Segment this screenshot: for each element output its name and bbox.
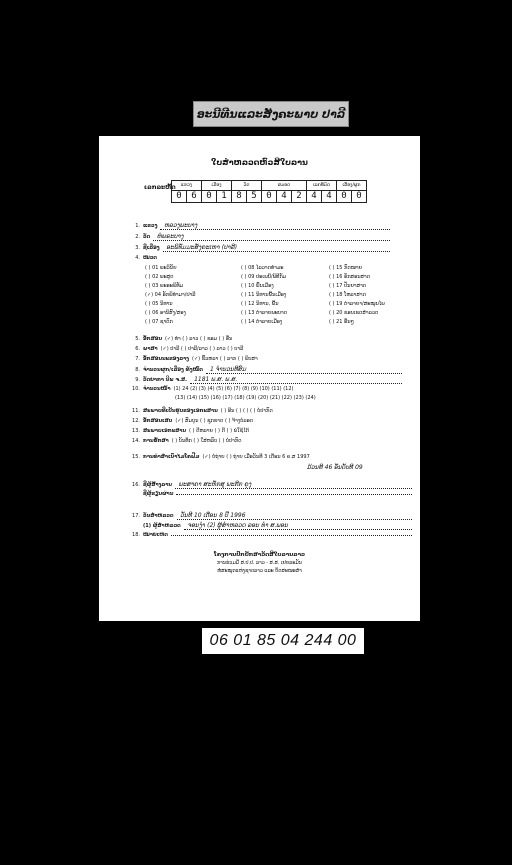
field-value: ອະພິທັມມະສັງຄະເຫາ (ປາລີ) [163,244,390,252]
field-number: 8. [135,367,140,373]
subject-option[interactable]: ( ) 07 ຊາດົກ [145,319,173,325]
field-material [132,356,402,362]
code-digit: 8 [232,191,247,203]
field-label: ຊື່ຜູ້ສ້າງລານ [143,482,172,488]
field-number: 16. [132,482,140,488]
subject-option[interactable]: ( ) 21 ອື່ນໆ [329,319,354,325]
field-language [132,346,402,352]
code-header: ແຂວງ [172,181,202,191]
field-label: ອັກສອນ [143,336,162,342]
field-options[interactable]: (✓) ບໍ່ຖ່າຍ ( ) ຖ່າຍ ເມື່ອວັນທີ 3 ເດືອນ 6 ຄ.ສ 1997 [202,454,310,460]
field-11 [132,408,412,414]
field-label: ຈຳນວນຜູກ/ເລື່ອງ ທັງໝົດ [143,367,203,373]
code-digit: 1 [217,191,232,203]
subject-option[interactable]: ( ) 14 ຕຳລາຍເມືອງ [241,319,283,325]
field-date [132,376,402,384]
field-number: 18. [132,532,140,538]
field-number: 2. [135,234,140,240]
field-17 [132,512,412,520]
field-label: ວັດຍາກາ ນີພ ຈ.ສ. [143,377,188,383]
subject-column-2 [241,265,287,325]
manuscript-number: 06 01 85 04 244 00 [202,628,364,654]
field-label: ວັດ [143,234,151,240]
field-number: 12. [132,418,140,424]
field-number: 15. [132,454,140,460]
field-value: ວັນທີ 10 ເດືອນ 8 ປີ 1996 [177,512,413,520]
subject-option[interactable]: ( ) 20 ຂອບເຂດສຳລວດ [329,310,379,316]
code-digit: 0 [202,191,217,203]
footer-line: ການຮ່ວມມື ສ.ປ.ປ. ລາວ - ສ.ສ. ເຢຍລະມັນ [217,560,302,566]
subject-option[interactable]: ( ) 15 ກົດໝາຍ [329,265,363,271]
field-label: ຊື່ເລື່ອງ [143,245,160,251]
field-14 [132,438,412,444]
field-value: (1) 24 (2) (3) (4) (5) (6) (7) (8) (9) (10) (11) (12) [173,386,294,392]
field-16 [132,481,412,489]
field-12 [132,418,412,424]
code-header: ສມອດ [262,181,307,191]
code-header: ເມືອງ [202,181,232,191]
field-13 [132,428,412,434]
subject-column-3 [329,265,385,325]
subject-option[interactable]: ( ) 02 ພະສູດ [145,274,174,280]
code-table [171,180,367,203]
field-value: (13) (14) (15) (16) (17) (18) (19) (20) (21) (22) (23) (24) [175,395,316,401]
field-value: 1 ຈຳນວນທີສົມ [206,366,402,374]
survey-form-sheet [99,136,420,621]
code-digit: 0 [352,191,367,203]
field-options[interactable]: ( ) ດີຫລາຍ ( ) ດີ ( ) ພໍໃຊ້ໄດ້ [189,428,249,434]
form-footer [99,551,420,575]
field-label: ການຮັກສາ [143,438,169,444]
field-options[interactable]: ( ) ບັນທຶກ ( ) ໃສ່ຫລົບ ( ) ບໍ່ປາກົດ [171,438,242,444]
subject-option[interactable]: ( ) 03 ພະອະພິທັມ [145,283,184,289]
subject-option[interactable]: ( ) 09 ປະເພນີ/ພິທີກັມ [241,274,287,280]
subject-option[interactable]: ( ) 12 ນິທານ, ພື້ນ [241,301,279,307]
field-number: 6. [135,346,140,352]
footer-line: ຫໍສະໝຸດແຫ່ງຊາດລາວ ແລະ ບຶດສະໝອສຳ [217,568,302,574]
field-label: ພາສາ [143,346,158,352]
field-number: 11. [132,408,140,414]
field-number: 9. [135,377,140,383]
field-15 [132,454,422,460]
field-label: ການທຳສຳເນົາໄມໂຄຟີມ [143,454,200,460]
field-value: ພະສາຄາ ສະຫັກສູ ພະກີກ ຄຸງ [175,481,412,489]
field-18 [132,532,412,538]
footer-line: ໂຄງການປົກປັກສາວັດສີໃບລານລາວ [214,552,305,558]
code-digit: 4 [322,191,337,203]
field-options[interactable]: (✓) ສົມບູນ ( ) ຊຸກຂາດ ( ) ຈ້າງບໍ່ລອດ [175,418,254,424]
field-script [132,336,402,342]
code-digit: 4 [277,191,292,203]
field-title [132,244,390,252]
form-title: ໃບສຳຫລວດຫົວສີໃບລານ [211,158,308,167]
subject-option[interactable]: ( ) 06 ອານິສົງ/ສອງ [145,310,186,316]
field-province [132,222,390,230]
field-number: 3. [135,245,140,251]
field-number: 7. [135,356,140,362]
field-number: 5. [135,336,140,342]
code-digit: 4 [307,191,322,203]
field-subject [132,255,157,261]
field-label: ສະພາບເອກະສານ [143,428,187,434]
field-label: (1) ຜູ້ສຳຫລວດ [143,523,181,529]
field-value: 1181 ພ.ສ. ພ.ສ. [190,376,402,384]
field-fascicles [132,366,402,374]
field-15-roll [307,464,363,471]
field-number: 14. [132,438,140,444]
field-options[interactable]: (✓) ປາລີ ( ) ປາລີ/ລາວ ( ) ລາວ ( ) ບາລີ [160,346,244,352]
subject-option[interactable]: ( ) 05 ນິທານ [145,301,173,307]
field-value: ຫໍພຣະບາງ [153,233,390,241]
subject-option[interactable]: (✓) 04 ອັກພິທຳມາ/ປາລີ [145,292,196,298]
subject-option[interactable]: ( ) 08 ໄລວາດທຳມະ [241,265,284,271]
field-options[interactable]: (✓) ຂົ້ວຫລາ ( ) ລາກ ( ) ພິບສາ [192,356,258,362]
field-options[interactable]: ( ) ອີນ ( ) ( ) ( ) ບໍ່ປາກົດ [220,408,273,414]
code-digit: 0 [262,191,277,203]
code-header: ວັດ [232,181,262,191]
field-label: ຊື່ຜູ້ຂຽນຜ່ານ [143,491,174,497]
field-pages-cont [175,395,316,401]
subject-option[interactable]: ( ) 13 ຕຳລາຍພະບາດ [241,310,288,316]
field-value: ມ້ວນທີ 46 ອັນດັບທີ 09 [307,464,363,471]
field-label: ໝາຍເຫດ [143,532,168,538]
field-number: 4. [135,255,140,261]
subject-option[interactable]: ( ) 16 ອັກສອນສາດ [329,274,371,280]
field-label: ແຂວງ [143,223,158,229]
code-digit: 2 [292,191,307,203]
subject-option[interactable]: ( ) 11 ນິທານພື້ນເມືອງ [241,292,287,298]
field-options[interactable]: (✓) ທຳ ( ) ລາວ ( ) ຂອມ ( ) ອື່ນ [164,336,233,342]
field-17b [132,522,412,530]
field-label: ສະພາບທີ່ເປັນຮູບຂອງເອກະສານ [143,408,218,414]
field-label: ຈຳນວນໜ້າ [143,386,171,392]
field-value: ຈອນງຳ (2) ຜູ້ສຳຫລວດ ລອນ ທຳ ສ.ພອນ [184,522,412,530]
code-digit: 6 [187,191,202,203]
code-digit: 0 [337,191,352,203]
field-temple [132,233,390,241]
field-number: 1. [135,223,140,229]
code-label: ເລກລະຫັດ [144,184,176,191]
collection-label-strip: ອະນີທີນແລະສັງຄະພາບ ປາລີ [193,101,349,127]
field-pages [132,386,422,392]
code-header: ເລກທີມັດ [307,181,337,191]
subject-option[interactable]: ( ) 19 ຕຳລາຍາ/ສະໝຸນໄພ [329,301,385,307]
field-number: 17. [132,513,140,519]
subject-column-1 [145,265,196,325]
code-digit: 5 [247,191,262,203]
code-header-row [172,181,367,191]
field-label: ອັກສອນເສບ [143,418,173,424]
field-number: 10. [132,386,140,392]
field-16b [132,491,412,497]
field-label: ອັກສອນນະຂອງລາງ [143,356,190,362]
field-value [171,535,412,536]
field-label: ວັນສຳຫລວດ [143,513,174,519]
code-digit-row [172,191,367,203]
field-number: 13. [132,428,140,434]
field-label: ໝວດ [143,255,157,261]
field-value [176,494,412,495]
code-digit: 0 [172,191,187,203]
subject-option[interactable]: ( ) 18 ໂຫລາສາດ [329,292,366,298]
code-header: ເລື່ອງ/ຜູກ [337,181,367,191]
subject-option[interactable]: ( ) 17 ປັນຍາສາດ [329,283,367,289]
subject-option[interactable]: ( ) 01 ພະວິນັຍ [145,265,177,271]
field-value: ຫລວງພະບາງ [160,222,390,230]
subject-option[interactable]: ( ) 10 ພົ້ນເມືອງ [241,283,274,289]
